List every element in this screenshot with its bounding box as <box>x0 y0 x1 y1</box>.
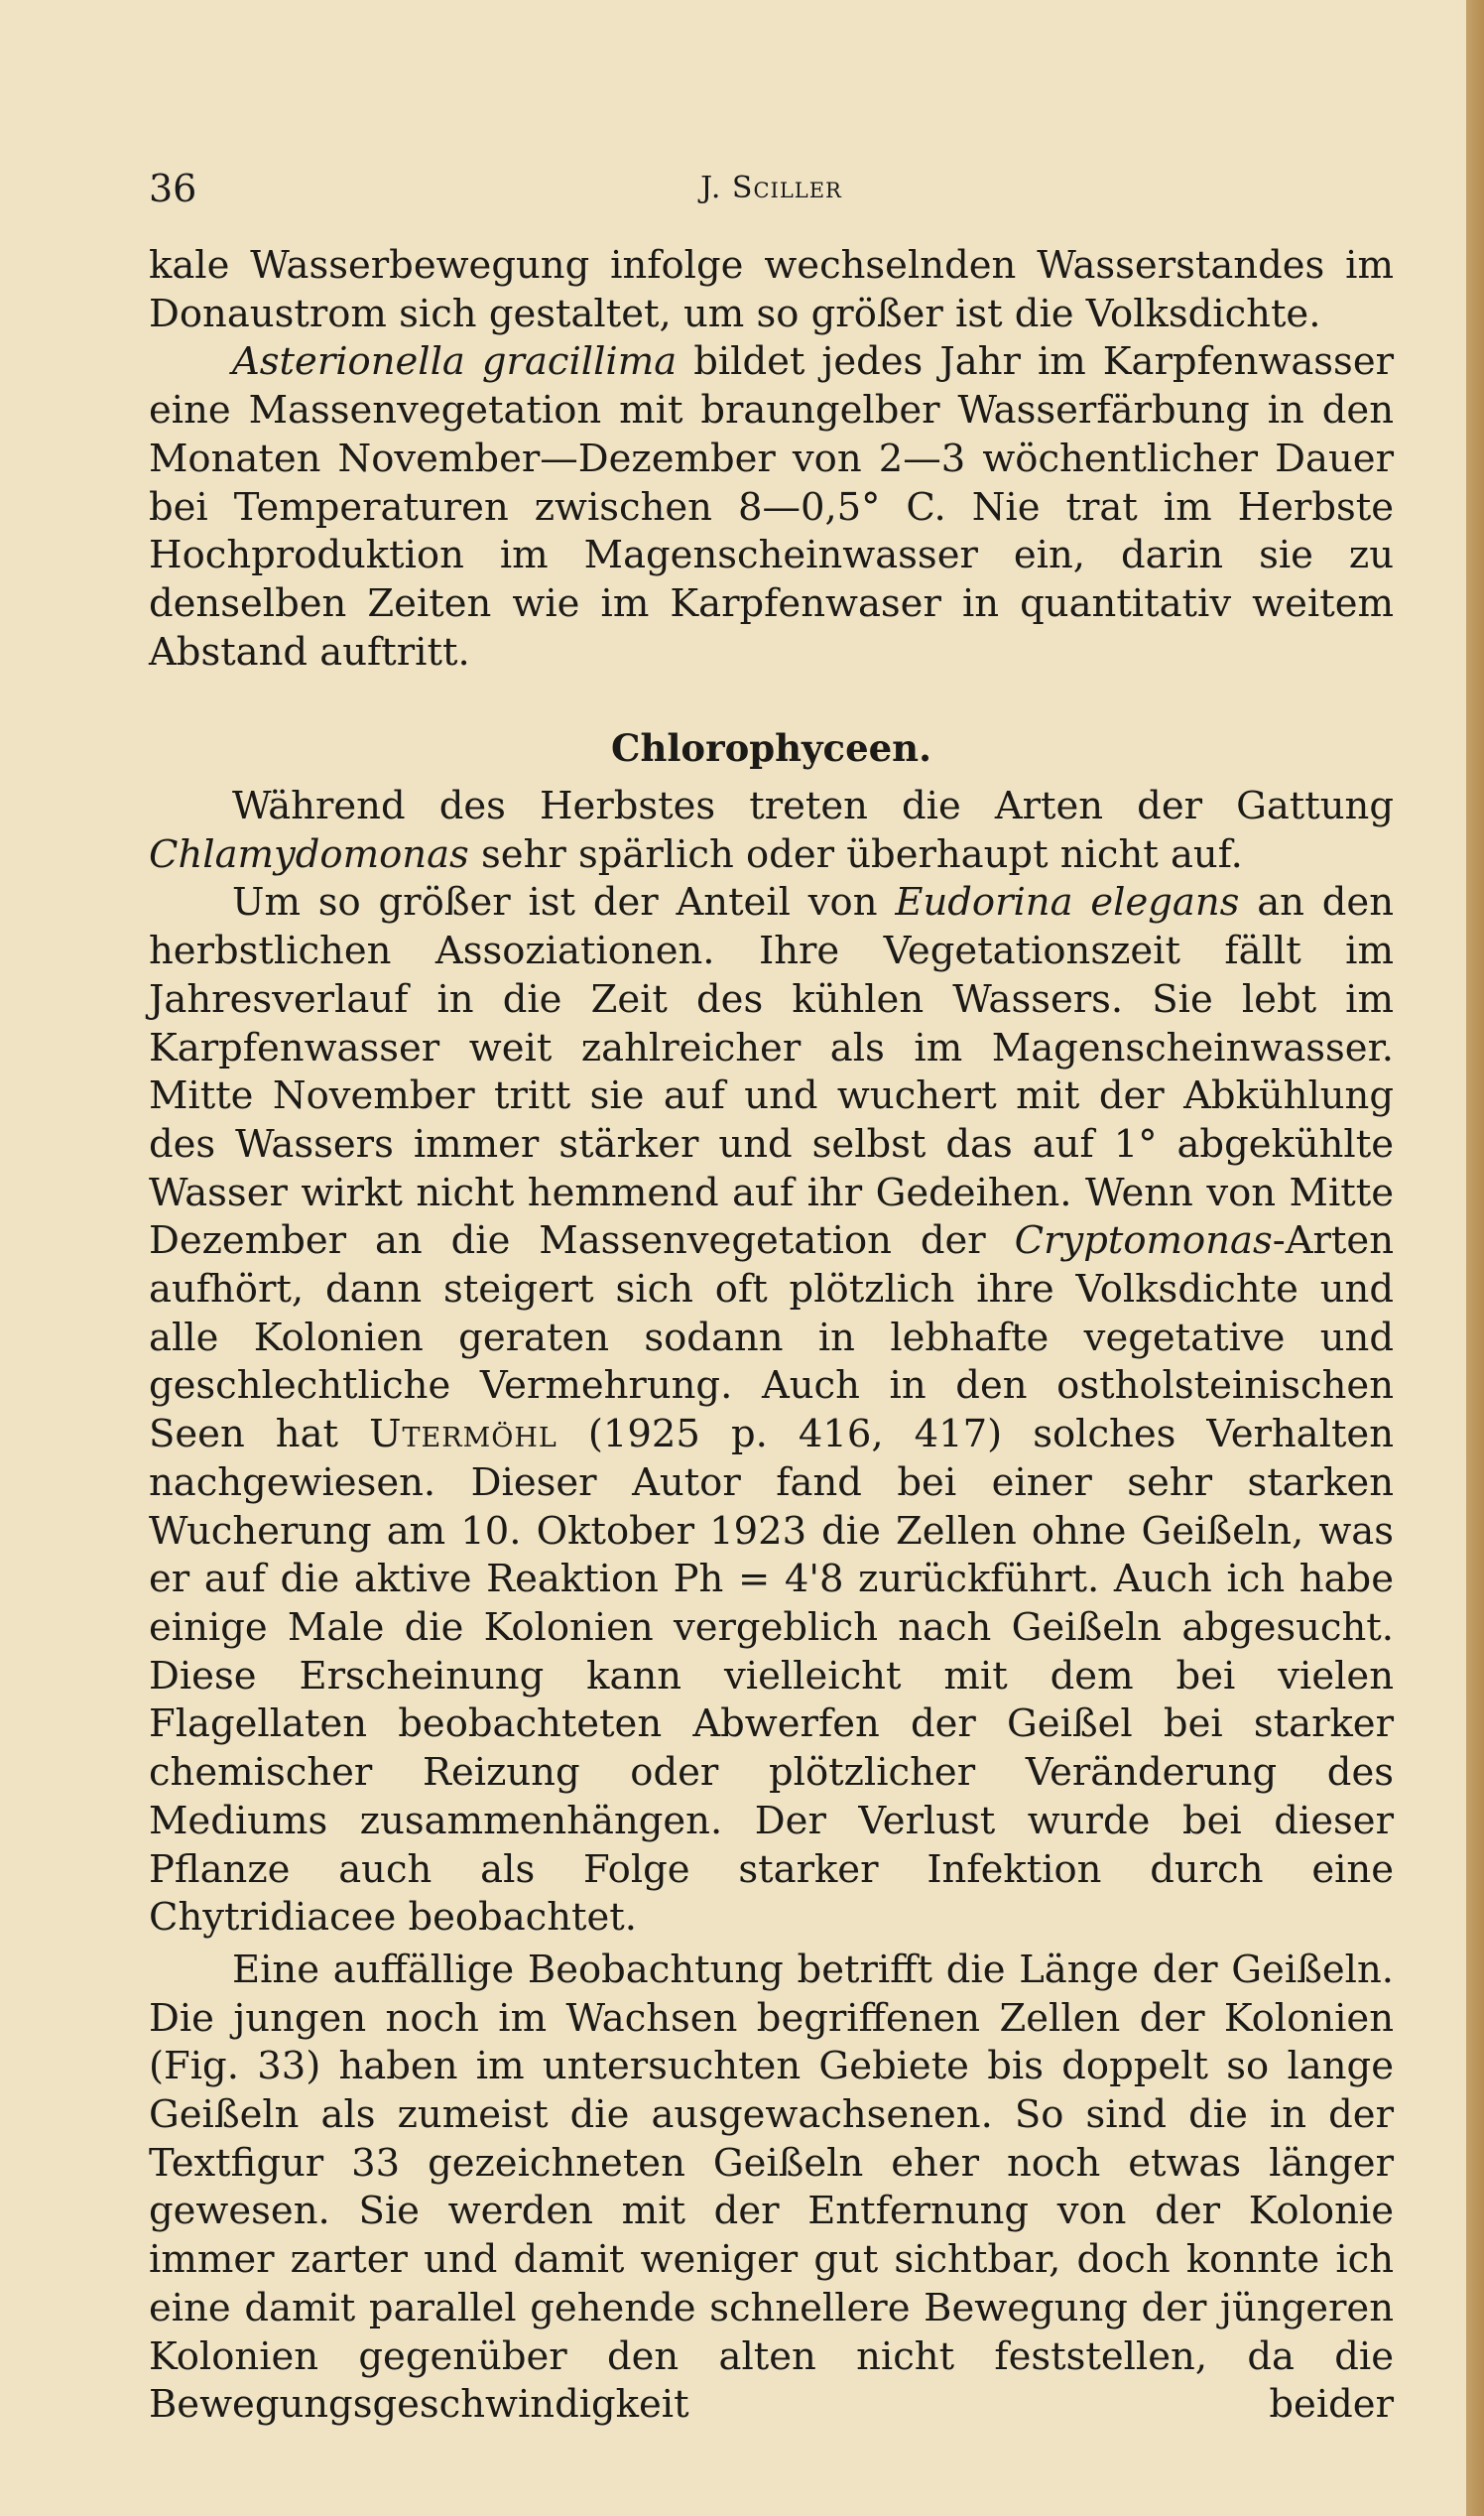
paragraph-text: sehr spärlich oder überhaupt nicht auf. <box>468 831 1243 877</box>
paragraph-text: -Arten aufhört, dann steigert sich oft plötzlich ihre Volksdichte und alle Kolonien geraten sodann in lebhafte vegetative und geschlechtliche Vermehrung. Auch in den ostholsteinischen Seen hat <box>149 1218 1394 1457</box>
species-name: Chlamydomonas <box>149 831 469 877</box>
body-text <box>149 242 1394 2430</box>
paragraph-geisseln <box>149 1947 1394 2430</box>
paragraph-eudorina <box>149 879 1394 1942</box>
paragraph-text: Eine auffällige Beobachtung betrifft die Länge der Geißeln. Die jungen noch im Wachsen begriffenen Zellen der Kolonien (Fig. 33) haben im untersuchten Gebiete bis doppelt so lange Geißeln als zumeist die ausgewachsenen. So sind die in der Textfigur 33 gezeichneten Geißeln eher noch etwas länger gewesen. Sie werden mit der Entfernung von der Kolonie immer zarter und damit weniger gut sichtbar, doch konnte ich eine damit parallel gehende schnellere Bewegung der jüngeren Kolonien gegenüber den alten nicht feststellen, da die Bewegungsgeschwindigkeit beider <box>149 1947 1394 2428</box>
paragraph-chlamydomonas <box>149 783 1394 879</box>
species-name: Eudorina elegans <box>895 880 1240 926</box>
paragraph-text: bildet jedes Jahr im Karpfenwasser eine Massenvegetation mit braungelber Wasserfärbung in den Monaten November—Dezember von 2—3 wöchentlicher Dauer bei Temperaturen zwischen 8—0,5° C. Nie trat im Herbste Hochproduktion im Magenscheinwasser ein, darin sie zu denselben Zeiten wie im Karpfenwaser in quantitativ weitem Abstand auftritt. <box>149 339 1395 675</box>
running-head: J. Sciller <box>700 171 842 205</box>
species-name: Asterionella gracillima <box>232 339 678 385</box>
paragraph-text: (1925 p. 416, 417) solches Verhalten nachgewiesen. Dieser Autor fand bei einer sehr starken Wucherung am 10. Oktober 1923 die Zellen ohne Geißeln, was er auf die aktive Reaktion Ph = 4'8 zurückführt. Auch ich habe einige Male die Kolonien vergeblich nach Geißeln abgesucht. Diese Erscheinung kann vielleicht mit dem bei vielen Flagellaten beobachteten Abwerfen der Geißel bei starker chemischer Reizung oder plötzlicher Veränderung des Mediums zusammenhängen. Der Verlust wurde bei dieser Pflanze auch als Folge starker Infektion durch eine Chytridiacee beobachtet. <box>149 1412 1395 1941</box>
section-heading: Chlorophyceen. <box>611 726 931 771</box>
page-number: 36 <box>149 167 197 210</box>
paragraph-text: Während des Herbstes treten die Arten der Gattung <box>232 784 1394 829</box>
author-name: Utermöhl <box>369 1412 557 1457</box>
page-edge <box>1466 0 1484 2516</box>
species-name: Cryptomonas <box>1014 1218 1273 1264</box>
paragraph-text: kale Wasserbewegung infolge wechselnden Wasserstandes im Donaustrom sich gestaltet, um so größer ist die Volksdichte. <box>149 243 1394 336</box>
paragraph-text: Um so größer ist der Anteil von <box>232 880 896 926</box>
paragraph-continuation <box>149 242 1394 338</box>
page-header <box>149 167 1394 216</box>
paragraph-asterionella <box>149 338 1394 677</box>
paragraph-text: an den herbstlichen Assoziationen. Ihre Vegetationszeit fällt im Jahresverlauf in die Zeit des kühlen Wassers. Sie lebt im Karpfenwasser weit zahlreicher als im Magenscheinwasser. Mitte November tritt sie auf und wuchert mit der Abkühlung des Wassers immer stärker und selbst das auf 1° abgekühlte Wasser wirkt nicht hemmend auf ihr Gedeihen. Wenn von Mitte Dezember an die Massenvegetation der <box>149 880 1395 1264</box>
